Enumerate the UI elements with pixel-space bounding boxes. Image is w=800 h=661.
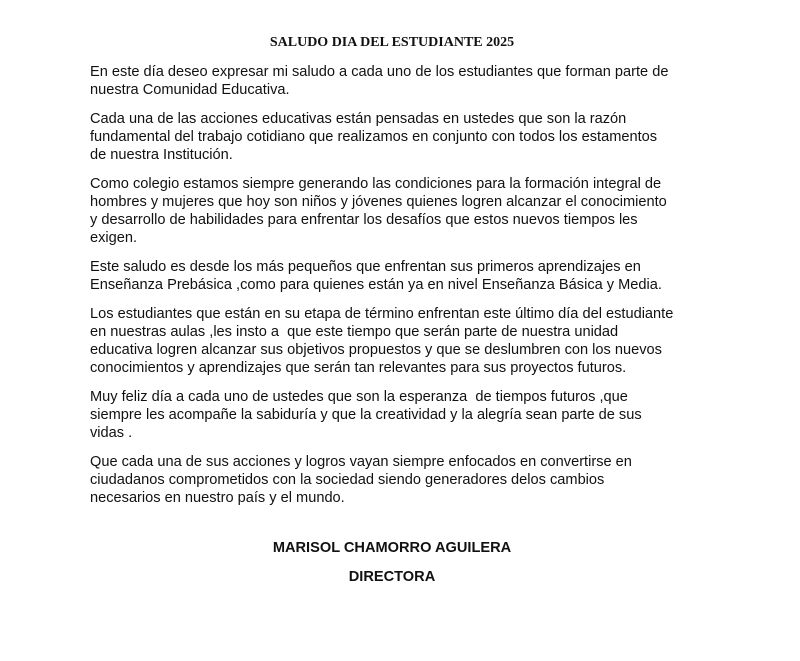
paragraph [90, 110, 673, 164]
paragraph-line: Este saludo es desde los más pequeños que enfrentan sus primeros aprendizajes en [90, 259, 641, 275]
signature-role: DIRECTORA [348, 569, 436, 585]
paragraph-line: ciudadanos comprometidos con la sociedad siendo generadores delos cambios [90, 472, 605, 488]
paragraph-line: de nuestra Institución. [90, 147, 233, 163]
paragraph-line: exigen. [90, 230, 138, 246]
paragraph-line: Los estudiantes que están en su etapa de término enfrentan este último día del estudiante [90, 306, 674, 322]
paragraph-line: necesarios en nuestro país y el mundo. [90, 490, 345, 506]
paragraph [90, 305, 673, 377]
document-title: SALUDO DIA DEL ESTUDIANTE 2025 [269, 35, 515, 50]
paragraph [90, 453, 673, 507]
paragraph-line: hombres y mujeres que hoy son niños y jóvenes quienes logren alcanzar el conocimiento [90, 194, 667, 210]
signature-name: MARISOL CHAMORRO AGUILERA [272, 540, 512, 556]
paragraph-line: Cada una de las acciones educativas están pensadas en ustedes que son la razón [90, 111, 627, 127]
paragraph-line: Que cada una de sus acciones y logros vayan siempre enfocados en convertirse en [90, 454, 632, 470]
paragraph [90, 388, 673, 442]
paragraph [90, 63, 673, 99]
paragraph-line: conocimientos y aprendizajes que serán tan relevantes para sus proyectos futuros. [90, 360, 627, 376]
paragraph-line: fundamental del trabajo cotidiano que realizamos en conjunto con todos los estamentos [90, 129, 658, 145]
paragraph [90, 175, 673, 247]
paragraph-line: Como colegio estamos siempre generando las condiciones para la formación integral de [90, 176, 662, 192]
paragraph-line: Enseñanza Prebásica ,como para quienes están ya en nivel Enseñanza Básica y Media. [90, 277, 662, 293]
paragraph-line: nuestra Comunidad Educativa. [90, 82, 290, 98]
paragraph-line: siempre les acompañe la sabiduría y que la creatividad y la alegría sean parte de sus [90, 407, 642, 423]
letter-body [90, 63, 673, 518]
paragraph-line: en nuestras aulas ,les insto a que este tiempo que serán parte de nuestra unidad [90, 324, 619, 340]
paragraph-line: Muy feliz día a cada uno de ustedes que son la esperanza de tiempos futuros ,que [90, 389, 628, 405]
paragraph-line: y desarrollo de habilidades para enfrentar los desafíos que estos nuevos tiempos les [90, 212, 638, 228]
paragraph-line: En este día deseo expresar mi saludo a cada uno de los estudiantes que forman parte de [90, 64, 669, 80]
paragraph-line: educativa logren alcanzar sus objetivos propuestos y que se deslumbren con los nuevos [90, 342, 662, 358]
paragraph-line: vidas . [90, 425, 133, 441]
paragraph [90, 258, 673, 294]
